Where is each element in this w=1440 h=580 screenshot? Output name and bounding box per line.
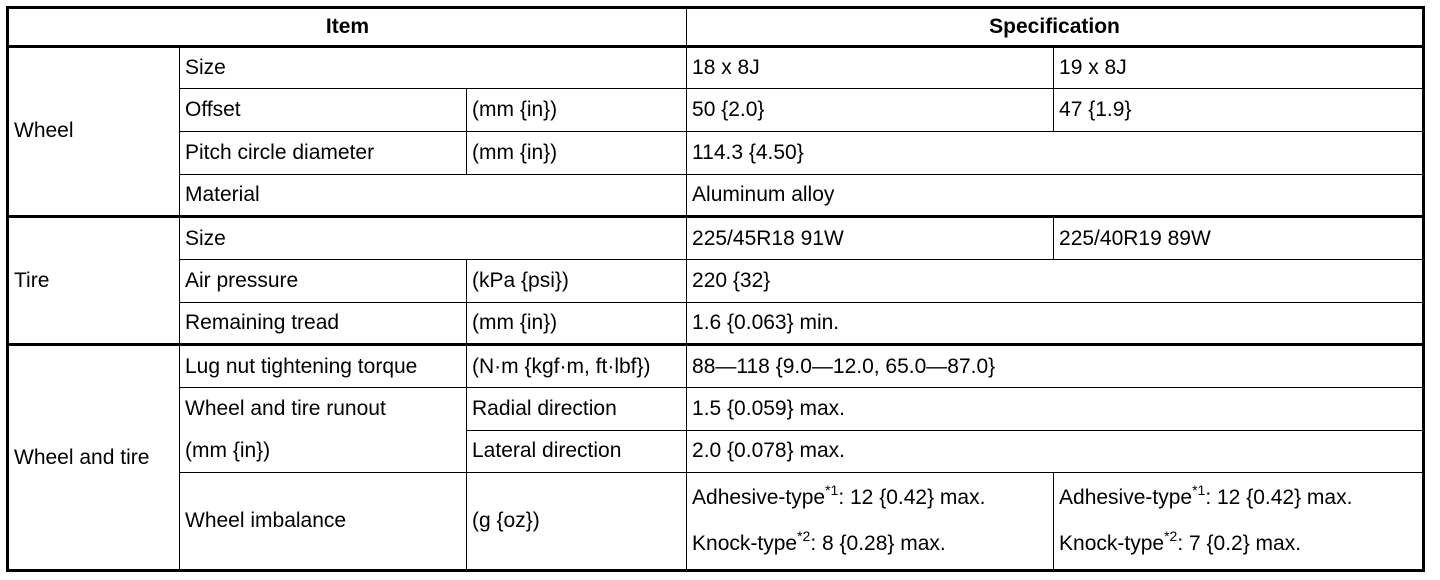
adhesive-type-line — [692, 482, 1048, 510]
tire-size-value-2: 225/40R19 89W — [1054, 217, 1424, 260]
runout-radial-label: Radial direction — [467, 387, 687, 430]
wheel-offset-label: Offset — [180, 89, 467, 132]
lug-nut-label: Lug nut tightening torque — [180, 345, 467, 388]
runout-lateral-row — [8, 430, 1424, 473]
imbalance-unit: (g {oz}) — [467, 473, 687, 571]
tire-air-pressure-value: 220 {32} — [687, 259, 1424, 302]
wheel-pcd-row — [8, 131, 1424, 174]
wheel-offset-unit: (mm {in}) — [467, 89, 687, 132]
tire-air-pressure-unit: (kPa {psi}) — [467, 259, 687, 302]
tire-size-row — [8, 217, 1424, 260]
footnote-marker: *2 — [797, 528, 811, 545]
knock-type-line — [692, 528, 1048, 556]
wheel-offset-row — [8, 89, 1424, 132]
wheel-material-value: Aluminum alloy — [687, 174, 1424, 217]
runout-label-line1: Wheel and tire runout — [180, 387, 467, 430]
header-item: Item — [8, 8, 687, 47]
imbalance-row — [8, 473, 1424, 571]
adhesive-type-value: : 12 {0.42} max. — [838, 486, 986, 510]
imbalance-label: Wheel imbalance — [180, 473, 467, 571]
tire-tread-unit: (mm {in}) — [467, 302, 687, 345]
group-wheel-and-tire: Wheel and tire — [8, 345, 180, 571]
tire-tread-row — [8, 302, 1424, 345]
footnote-marker: *1 — [825, 482, 839, 499]
lug-nut-unit: (N·m {kgf·m, ft·lbf}) — [467, 345, 687, 388]
knock-type-label: Knock-type — [1059, 532, 1165, 556]
imbalance-value-1 — [687, 473, 1054, 571]
runout-lateral-value: 2.0 {0.078} max. — [687, 430, 1424, 473]
adhesive-type-label: Adhesive-type — [1059, 486, 1193, 510]
knock-type-line — [1059, 528, 1417, 556]
runout-label-line2: (mm {in}) — [180, 430, 467, 473]
footnote-marker: *2 — [1164, 528, 1178, 545]
header-specification: Specification — [687, 8, 1424, 47]
tire-size-label: Size — [180, 217, 687, 260]
wheel-size-value-2: 19 x 8J — [1054, 46, 1424, 89]
wheel-material-label: Material — [180, 174, 687, 217]
footnote-marker: *1 — [1192, 482, 1206, 499]
tire-size-value-1: 225/45R18 91W — [687, 217, 1054, 260]
header-row — [8, 8, 1424, 47]
knock-type-value: : 7 {0.2} max. — [1177, 532, 1302, 556]
wheel-offset-value-2: 47 {1.9} — [1054, 89, 1424, 132]
wheel-tire-spec-table — [6, 6, 1425, 572]
wheel-material-row — [8, 174, 1424, 217]
lug-nut-row — [8, 345, 1424, 388]
wheel-pcd-label: Pitch circle diameter — [180, 131, 467, 174]
lug-nut-value: 88—118 {9.0—12.0, 65.0—87.0} — [687, 345, 1424, 388]
wheel-size-label: Size — [180, 46, 687, 89]
tire-air-pressure-row — [8, 259, 1424, 302]
tire-air-pressure-label: Air pressure — [180, 259, 467, 302]
knock-type-label: Knock-type — [692, 532, 798, 556]
wheel-offset-value-1: 50 {2.0} — [687, 89, 1054, 132]
wheel-size-row — [8, 46, 1424, 89]
adhesive-type-line — [1059, 482, 1417, 510]
group-wheel: Wheel — [8, 46, 180, 217]
tire-tread-value: 1.6 {0.063} min. — [687, 302, 1424, 345]
knock-type-value: : 8 {0.28} max. — [810, 532, 946, 556]
runout-radial-value: 1.5 {0.059} max. — [687, 387, 1424, 430]
group-tire: Tire — [8, 217, 180, 345]
wheel-pcd-value: 114.3 {4.50} — [687, 131, 1424, 174]
imbalance-value-2 — [1054, 473, 1424, 571]
tire-tread-label: Remaining tread — [180, 302, 467, 345]
runout-lateral-label: Lateral direction — [467, 430, 687, 473]
adhesive-type-label: Adhesive-type — [692, 486, 826, 510]
adhesive-type-value: : 12 {0.42} max. — [1205, 486, 1353, 510]
wheel-pcd-unit: (mm {in}) — [467, 131, 687, 174]
runout-radial-row — [8, 387, 1424, 430]
wheel-size-value-1: 18 x 8J — [687, 46, 1054, 89]
